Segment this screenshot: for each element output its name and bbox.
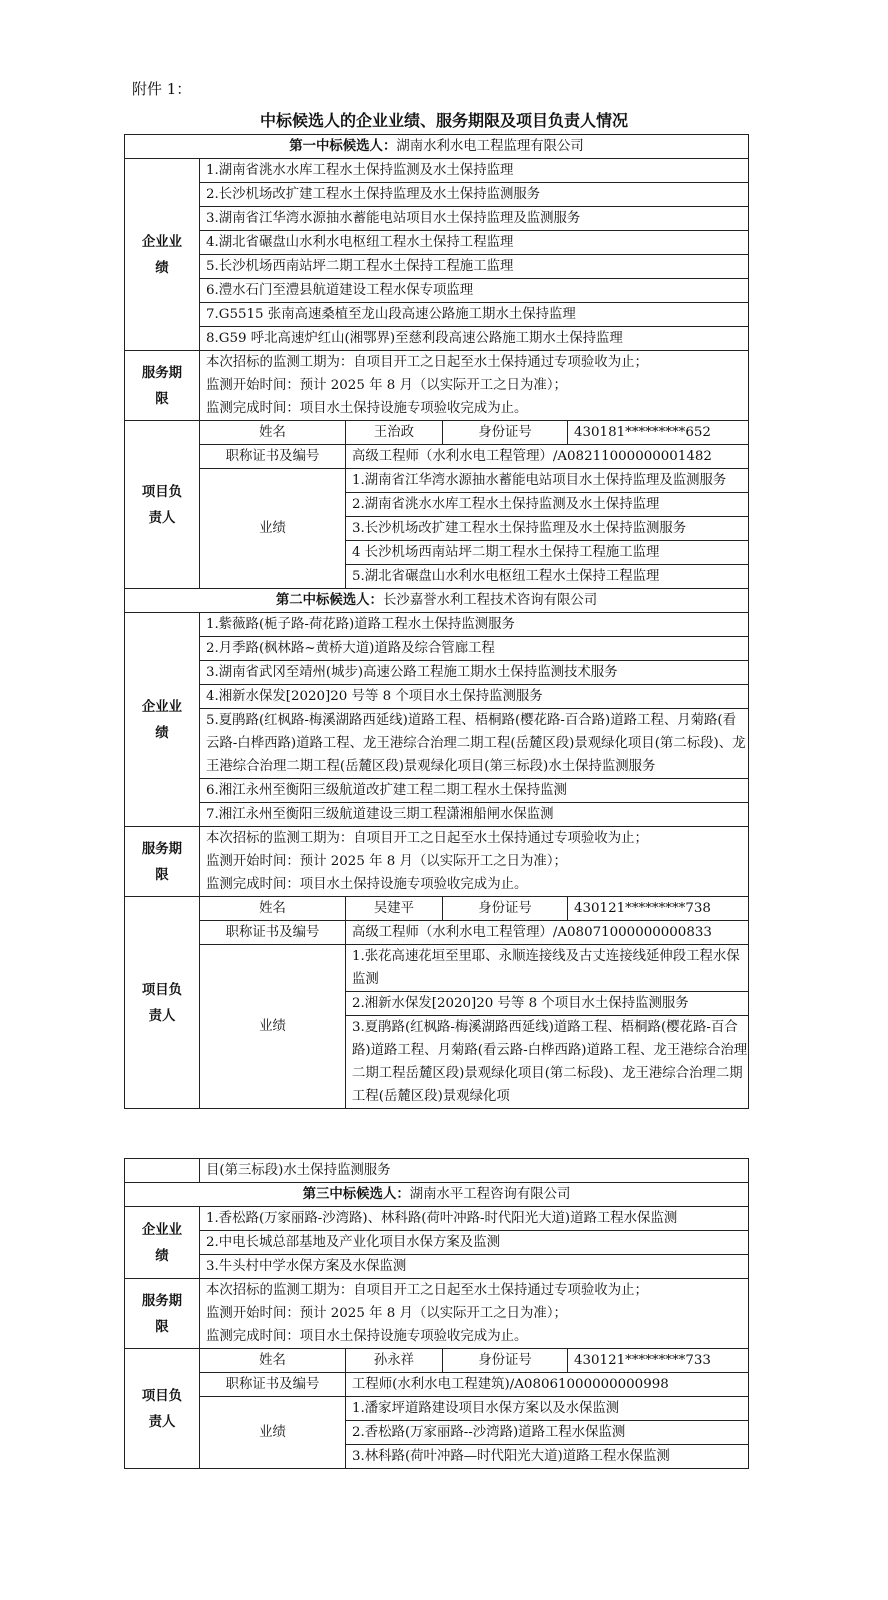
manager-achievement: 1.张花高速花垣至里耶、永顺连接线及古丈连接线延伸段工程水保监测: [346, 945, 749, 992]
manager-achievement: 2.湘新水保发[2020]20 号等 8 个项目水土保持监测服务: [346, 992, 749, 1016]
performance-row: [125, 183, 749, 207]
performance-item: 8.G59 呼北高速炉红山(湘鄂界)至慈利段高速公路施工期水土保持监理: [200, 327, 749, 351]
performance-row: [125, 613, 749, 637]
performance-item: 3.湖南省江华湾水源抽水蓄能电站项目水土保持监理及监测服务: [200, 207, 749, 231]
service-row: [125, 351, 749, 421]
manager-achievement-row: [125, 1397, 749, 1421]
manager-achievement: 3.长沙机场改扩建工程水土保持监理及水土保持监测服务: [346, 517, 749, 541]
candidate-heading: [125, 1183, 749, 1207]
manager-achievement: 4 长沙机场西南站坪二期工程水土保持工程施工监理: [346, 541, 749, 565]
service-line: 监测完成时间：项目水土保持设施专项验收完成为止。: [206, 401, 528, 416]
manager-achievement: 2.湖南省洮水水库工程水土保持监测及水土保持监理: [346, 493, 749, 517]
manager-cert: 工程师(水利水电工程建筑)/A08061000000000998: [346, 1373, 749, 1397]
performance-row: [125, 709, 749, 779]
performance-row: [125, 231, 749, 255]
service-period: [200, 827, 749, 897]
performance-item: 2.长沙机场改扩建工程水土保持监理及水土保持监测服务: [200, 183, 749, 207]
cert-label: 职称证书及编号: [200, 921, 346, 945]
service-line: 本次招标的监测工期为：自项目开工之日起至水土保持通过专项验收为止；: [206, 831, 648, 846]
performance-item: 5.长沙机场西南站坪二期工程水土保持工程施工监理: [200, 255, 749, 279]
performance-item: 1.香松路(万家丽路-沙湾路)、林科路(荷叶冲路-时代阳光大道)道路工程水保监测: [200, 1207, 749, 1231]
performance-row: [125, 327, 749, 351]
performance-label: 企业业 绩: [125, 1207, 200, 1279]
performance-row: [125, 661, 749, 685]
performance-item: 6.湘江永州至衡阳三级航道改扩建工程二期工程水土保持监测: [200, 779, 749, 803]
manager-cert: 高级工程师（水利水电工程管理）/A08071000000000833: [346, 921, 749, 945]
service-line: 监测完成时间：项目水土保持设施专项验收完成为止。: [206, 1329, 528, 1344]
candidate-heading: [125, 135, 749, 159]
document-title: 中标候选人的企业业绩、服务期限及项目负责人情况: [259, 111, 628, 130]
id-label: 身份证号: [443, 897, 568, 921]
manager-cert-row: [125, 921, 749, 945]
service-label: 服务期 限: [125, 827, 200, 897]
manager-name: 孙永祥: [346, 1349, 443, 1373]
manager-achievement: 2.香松路(万家丽路--沙湾路)道路工程水保监测: [346, 1421, 749, 1445]
performance-row: [125, 159, 749, 183]
candidate-company-name: 湖南水平工程咨询有限公司: [409, 1187, 571, 1202]
service-line: 监测开始时间：预计 2025 年 8 月（以实际开工之日为准）；: [206, 378, 567, 393]
manager-achievement: 5.湖北省碾盘山水利水电枢纽工程水土保持工程监理: [346, 565, 749, 589]
service-line: 本次招标的监测工期为：自项目开工之日起至水土保持通过专项验收为止；: [206, 1283, 648, 1298]
manager-achievement: 1.湖南省江华湾水源抽水蓄能电站项目水土保持监理及监测服务: [346, 469, 749, 493]
manager-label: 项目负 责人: [125, 1349, 200, 1469]
id-label: 身份证号: [443, 421, 568, 445]
id-label: 身份证号: [443, 1349, 568, 1373]
candidate-rank-label: 第一中标候选人：: [289, 138, 397, 154]
performance-item: 4.湘新水保发[2020]20 号等 8 个项目水土保持监测服务: [200, 685, 749, 709]
manager-id: 430121*********738: [568, 897, 749, 921]
achievements-label: 业绩: [200, 1397, 346, 1469]
manager-id: 430121*********733: [568, 1349, 749, 1373]
performance-row: [125, 207, 749, 231]
candidate-company-name: 长沙嘉誉水利工程技术咨询有限公司: [382, 593, 598, 608]
candidate-heading-row: [125, 589, 749, 613]
performance-item: 5.夏鹃路(红枫路-梅溪湖路西延线)道路工程、梧桐路(樱花路-百合路)道路工程、月菊路(看云路-白桦西路)道路工程、龙王港综合治理二期工程(岳麓区段)景观绿化项目(第二标段)、龙王港综合治理二期工程(岳麓区段)景观绿化项目(第三标段)水土保持监测服务: [200, 709, 749, 779]
candidate-heading: [125, 589, 749, 613]
service-line: 监测开始时间：预计 2025 年 8 月（以实际开工之日为准）；: [206, 1306, 567, 1321]
performance-row: [125, 255, 749, 279]
service-line: 监测开始时间：预计 2025 年 8 月（以实际开工之日为准）；: [206, 854, 567, 869]
continued-blank: [125, 1159, 200, 1183]
performance-row: [125, 803, 749, 827]
candidate-company-name: 湖南水利水电工程监理有限公司: [396, 139, 584, 154]
performance-row: [125, 637, 749, 661]
manager-label: 项目负 责人: [125, 897, 200, 1109]
manager-cert-row: [125, 445, 749, 469]
manager-name-row: [125, 421, 749, 445]
manager-cert: 高级工程师（水利水电工程管理）/A08211000000001482: [346, 445, 749, 469]
manager-achievement-row: [125, 945, 749, 992]
manager-label: 项目负 责人: [125, 421, 200, 589]
manager-id: 430181*********652: [568, 421, 749, 445]
performance-row: [125, 779, 749, 803]
attachment-label: 附件 1：: [132, 80, 192, 98]
service-row: [125, 1279, 749, 1349]
manager-achievement: 1.潘家坪道路建设项目水保方案以及水保监测: [346, 1397, 749, 1421]
continued-text: 目(第三标段)水土保持监测服务: [200, 1159, 749, 1183]
service-label: 服务期 限: [125, 1279, 200, 1349]
performance-item: 4.湖北省碾盘山水利水电枢纽工程水土保持工程监理: [200, 231, 749, 255]
name-label: 姓名: [200, 1349, 346, 1373]
candidates-table: [124, 134, 749, 1109]
name-label: 姓名: [200, 421, 346, 445]
candidate-rank-label: 第二中标候选人：: [275, 592, 383, 608]
performance-item: 7.G5515 张南高速桑植至龙山段高速公路施工期水土保持监理: [200, 303, 749, 327]
manager-name-row: [125, 897, 749, 921]
performance-item: 2.月季路(枫林路~黄桥大道)道路及综合管廊工程: [200, 637, 749, 661]
performance-item: 3.湖南省武冈至靖州(城步)高速公路工程施工期水土保持监测技术服务: [200, 661, 749, 685]
name-label: 姓名: [200, 897, 346, 921]
performance-row: [125, 1255, 749, 1279]
manager-name-row: [125, 1349, 749, 1373]
candidate-heading-row: [125, 135, 749, 159]
service-label: 服务期 限: [125, 351, 200, 421]
service-line: 监测完成时间：项目水土保持设施专项验收完成为止。: [206, 877, 528, 892]
candidate-heading-row: [125, 1183, 749, 1207]
performance-item: 6.澧水石门至澧县航道建设工程水保专项监理: [200, 279, 749, 303]
manager-achievement-row: [125, 469, 749, 493]
performance-item: 2.中电长城总部基地及产业化项目水保方案及监测: [200, 1231, 749, 1255]
manager-cert-row: [125, 1373, 749, 1397]
manager-achievement: 3.林科路(荷叶冲路—时代阳光大道)道路工程水保监测: [346, 1445, 749, 1469]
performance-label: 企业业 绩: [125, 159, 200, 351]
manager-name: 吴建平: [346, 897, 443, 921]
performance-row: [125, 1231, 749, 1255]
candidate-rank-label: 第三中标候选人：: [302, 1186, 410, 1202]
performance-item: 7.湘江永州至衡阳三级航道建设三期工程潇湘船闸水保监测: [200, 803, 749, 827]
performance-row: [125, 685, 749, 709]
performance-row: [125, 1207, 749, 1231]
achievements-label: 业绩: [200, 469, 346, 589]
candidates-table-continued: [124, 1158, 749, 1469]
manager-name: 王治政: [346, 421, 443, 445]
manager-achievement: 3.夏鹃路(红枫路-梅溪湖路西延线)道路工程、梧桐路(樱花路-百合路)道路工程、月菊路(看云路-白桦西路)道路工程、龙王港综合治理二期工程岳麓区段)景观绿化项目(第二标段)、龙王港综合治理二期工程(岳麓区段)景观绿化项: [346, 1016, 749, 1109]
service-line: 本次招标的监测工期为：自项目开工之日起至水土保持通过专项验收为止；: [206, 355, 648, 370]
cert-label: 职称证书及编号: [200, 445, 346, 469]
service-row: [125, 827, 749, 897]
performance-item: 1.紫薇路(栀子路-荷花路)道路工程水土保持监测服务: [200, 613, 749, 637]
performance-label: 企业业 绩: [125, 613, 200, 827]
performance-row: [125, 279, 749, 303]
service-period: [200, 351, 749, 421]
performance-item: 1.湖南省洮水水库工程水土保持监测及水土保持监理: [200, 159, 749, 183]
performance-item: 3.牛头村中学水保方案及水保监测: [200, 1255, 749, 1279]
cert-label: 职称证书及编号: [200, 1373, 346, 1397]
achievements-label: 业绩: [200, 945, 346, 1109]
performance-row: [125, 303, 749, 327]
service-period: [200, 1279, 749, 1349]
continued-row: [125, 1159, 749, 1183]
